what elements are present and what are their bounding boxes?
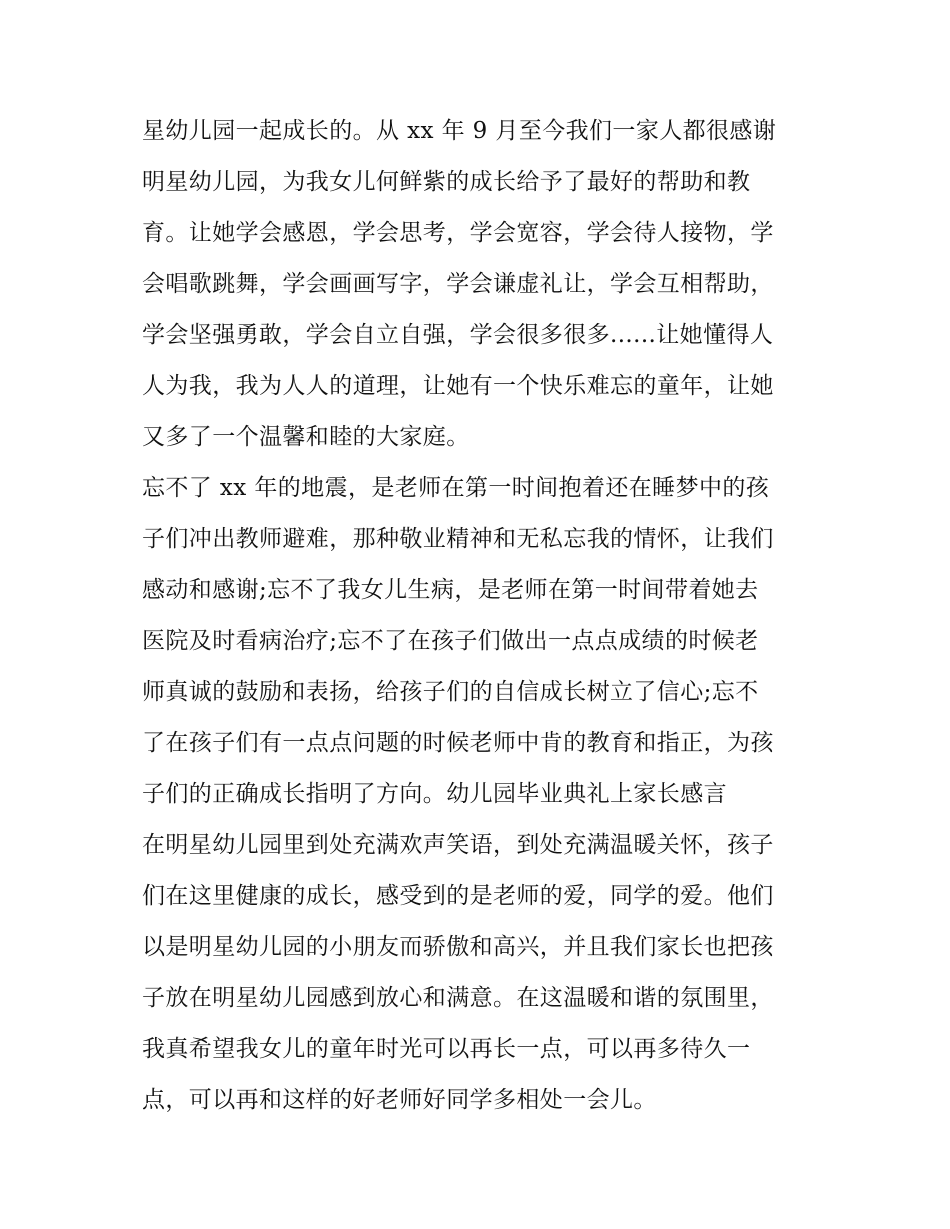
paragraph-2 [142,463,822,820]
text-line: 学会坚强勇敢，学会自立自强，学会很多很多......让她懂得人 [142,322,774,348]
text-line: 育。让她学会感恩，学会思考，学会宽容，学会待人接物，学 [142,220,774,246]
text-line: 感动和感谢;忘不了我女儿生病，是老师在第一时间带着她去 [142,577,759,603]
text-line: 星幼儿园一起成长的。从 xx 年 9 月至今我们一家人都很感谢 [142,118,777,144]
text-line: 人为我，我为人人的道理，让她有一个快乐难忘的童年，让她 [142,373,774,399]
document-body [142,106,822,1126]
text-line: 子们冲出教师避难，那种敬业精神和无私忘我的情怀，让我们 [142,526,774,552]
text-line: 在明星幼儿园里到处充满欢声笑语，到处充满温暖关怀，孩子 [142,832,774,858]
text-line: 明星幼儿园，为我女儿何鲜紫的成长给予了最好的帮助和教 [142,169,751,195]
text-line: 子放在明星幼儿园感到放心和满意。在这温暖和谐的氛围里， [142,985,774,1011]
text-line: 以是明星幼儿园的小朋友而骄傲和高兴，并且我们家长也把孩 [142,934,774,960]
text-line: 医院及时看病治疗;忘不了在孩子们做出一点点成绩的时候老 [142,628,759,654]
text-line: 了在孩子们有一点点问题的时候老师中肯的教育和指正，为孩 [142,730,774,756]
text-line: 忘不了 xx 年的地震，是老师在第一时间抱着还在睡梦中的孩 [142,475,770,501]
text-line: 我真希望我女儿的童年时光可以再长一点，可以再多待久一 [142,1036,751,1062]
text-line: 又多了一个温馨和睦的大家庭。 [142,424,470,450]
text-line: 会唱歌跳舞，学会画画写字，学会谦虚礼让，学会互相帮助， [142,271,774,297]
text-line: 们在这里健康的成长，感受到的是老师的爱，同学的爱。他们 [142,883,774,909]
paragraph-1 [142,106,822,463]
text-line: 子们的正确成长指明了方向。幼儿园毕业典礼上家长感言 [142,781,727,807]
paragraph-3 [142,820,822,1126]
text-line: 点，可以再和这样的好老师好同学多相处一会儿。 [142,1087,657,1113]
text-line: 师真诚的鼓励和表扬，给孩子们的自信成长树立了信心;忘不 [142,679,759,705]
